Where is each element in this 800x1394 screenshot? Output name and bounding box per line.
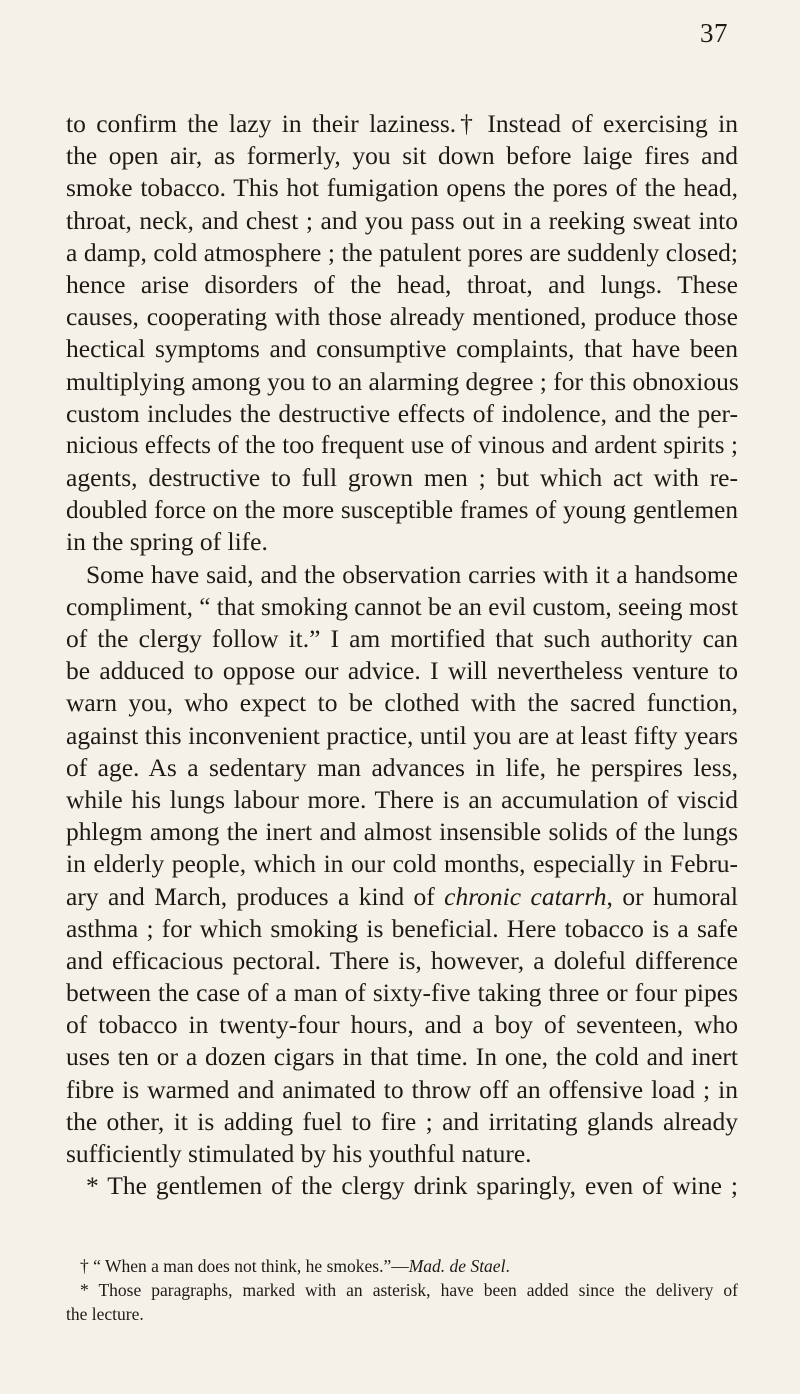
text-line: nicious effects of the too frequent use of vinous and ardent spirits ;: [66, 431, 738, 459]
text-line: in elderly people, which in our cold months, especially in Febru-: [66, 849, 738, 879]
text-line: smoke tobacco. This hot fumigation opens the pores of the head,: [66, 173, 738, 203]
text-line: sufficiently stimulated by his youthful nature.: [66, 1139, 532, 1168]
text-line: against this inconvenient practice, until you are at least fifty years: [66, 720, 738, 750]
text-line: uses ten or a dozen cigars in that time. In one, the cold and inert: [66, 1042, 738, 1072]
text-line: be adduced to oppose our advice. I will nevertheless venture to: [66, 656, 738, 686]
text-line: * The gentlemen of the clergy drink sparingly, even of wine ;: [86, 1171, 738, 1201]
text-line: Some have said, and the observation carries with it a handsome: [86, 559, 738, 589]
text-line: throat, neck, and chest ; and you pass out in a reeking sweat into: [66, 205, 738, 235]
text-line: doubled force on the more susceptible frames of young gentlemen: [66, 496, 738, 525]
footnote: † “ When a man does not think, he smokes.”—Mad. de Stael.: [80, 1256, 510, 1276]
footnote: * Those paragraphs, marked with an asterisk, have been added since the delivery of: [80, 1280, 738, 1300]
text-line: of the clergy follow it.” I am mortified that such authority can: [66, 624, 738, 653]
footnote: the lecture.: [66, 1304, 144, 1324]
text-line: of age. As a sedentary man advances in life, he perspires less,: [66, 752, 738, 782]
text-line: compliment, “ that smoking cannot be an evil custom, seeing most: [66, 592, 738, 621]
page-number: 37: [700, 18, 728, 48]
text-line: of tobacco in twenty-four hours, and a boy of seventeen, who: [66, 1010, 738, 1040]
text-line: between the case of a man of sixty-five taking three or four pipes: [66, 978, 738, 1008]
text-line: to confirm the lazy in their laziness.† Instead of exercising in: [66, 109, 738, 138]
text-line: causes, cooperating with those already mentioned, produce those: [66, 302, 738, 332]
text-line: the other, it is adding fuel to fire ; and irritating glands already: [66, 1106, 738, 1136]
text-line: agents, destructive to full grown men ; but which act with re-: [66, 463, 738, 493]
text-line: asthma ; for which smoking is beneficial. Here tobacco is a safe: [66, 913, 738, 943]
text-line: hence arise disorders of the head, throat, and lungs. These: [66, 269, 738, 299]
text-line: warn you, who expect to be clothed with the sacred function,: [66, 688, 738, 718]
text-line: custom includes the destructive effects of indolence, and the per-: [66, 398, 738, 428]
text-line: phlegm among the inert and almost insensible solids of the lungs: [66, 817, 738, 847]
text-line: the open air, as formerly, you sit down before laige fires and: [66, 141, 738, 171]
text-line: while his lungs labour more. There is an accumulation of viscid: [66, 784, 738, 814]
text-line: hectical symptoms and consumptive complaints, that have been: [66, 334, 738, 364]
italic-phrase: chronic catarrh: [444, 881, 607, 911]
body-text: [66, 108, 738, 1202]
text-line: in the spring of life.: [66, 527, 268, 557]
text-line: fibre is warmed and animated to throw off an offensive load ; in: [66, 1074, 738, 1104]
text-line: ary and March, produces a kind of chronic catarrh, or humoral: [66, 881, 738, 911]
italic-phrase: Mad. de Stael: [408, 1256, 506, 1276]
text-line: multiplying among you to an alarming degree ; for this obnoxious: [66, 366, 739, 396]
text-line: a damp, cold atmosphere ; the patulent pores are suddenly closed;: [66, 237, 738, 267]
text-line: and efficacious pectoral. There is, however, a doleful difference: [66, 945, 738, 975]
footnotes: [66, 1254, 738, 1326]
